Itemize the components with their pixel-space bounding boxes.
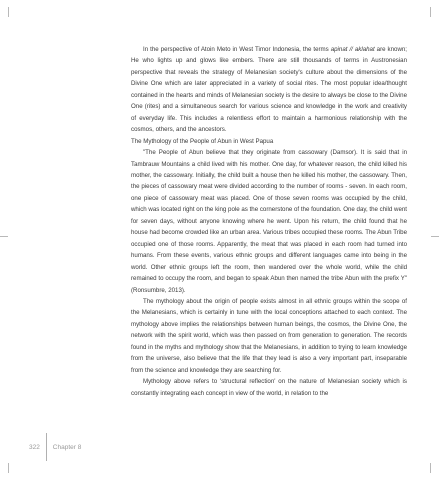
section-heading: The Mythology of the People of Abun in West Papua	[131, 137, 274, 145]
crop-mark-top-left	[8, 7, 9, 17]
footer-divider	[46, 433, 47, 461]
paragraph-structural-reflection: Mythology above refers to 'structural reflection' on the nature of Melanesian society which is constantly integrating each concept in view of the world, in relation to the	[131, 378, 407, 397]
crop-mark-bottom-right	[430, 463, 431, 473]
crop-mark-left-middle	[0, 236, 8, 237]
page-footer	[29, 433, 81, 461]
paragraph-mythology-origin: The mythology about the origin of people exists almost in all ethnic groups within the scope of the Melanesians, which is certainly in tune with the local conceptions attached to each context. The mythology above implies the relationships between human beings, the cosmos, the Divine One, the network with the spirit world, which was then passed on from generation to generation. The records found in the myths and mythology show that the Melanesians, in addition to trying to learn knowledge from the universe, also believe that the life that they lead is also a very important part, inseparable from the science and knowledge they are searching for.	[131, 297, 407, 374]
paragraph-text: are known; He who lights up and glows like embers. There are still thousands of terms in Austronesian perspective that reveals the strategy of Melanesian society's culture about the dimensions of the Divine One which are later appreciated in a variety of social rites. The most popular idea/thought contained in the hearts and minds of Melanesian society is the desire to always be close to the Divine One (rites) and a simultaneous search for various science and knowledge in the work and creativity of everyday life. This includes a relentless effort to maintain a harmonious relationship with the cosmos, others, and the ancestors.	[131, 46, 408, 134]
paragraph-atoin-meto	[131, 44, 407, 136]
crop-mark-bottom-left	[8, 463, 9, 473]
paragraph-abun-myth: "The People of Abun believe that they originate from cassowary (Damsor). It is said that in Tambrauw Mountains a child lived with his mother. One day, for whatever reason, the child killed his mother, the cassowary. Initially, the child built a house then he killed his mother, the cassowary. Then, the pieces of cassowary meat were divided according to the number of rooms - seven. In each room, one piece of cassowary meat was placed. One of those seven rooms was occupied by the child, which was located right on the king pole as the cornerstone of the foundation. One day, the child went for seven days, without anyone knowing where he went. Upon his return, the child found that he house had become crowded like an urban area. Various tribes occupied these rooms. The Abun Tribe occupied one of those rooms. Apparently, the meat that was placed in each room had turned into humans. From these events, various ethnic groups and different languages came into being in the world. Other ethnic groups left the room, then wandered over the whole world, while the child remained to occupy the room, and began to speak Abun then named the tribe Abun with the prefix Y" (Ronsumbre, 2013).	[131, 149, 407, 294]
crop-mark-top-right	[430, 7, 431, 17]
paragraph-text: In the perspective of Atoin Meto in West Timor Indonesia, the terms	[143, 46, 331, 53]
body-text	[131, 44, 407, 399]
page-number: 322	[29, 443, 40, 451]
italic-term: apinat // aklahat	[330, 46, 375, 53]
crop-mark-right-middle	[431, 236, 439, 237]
chapter-label: Chapter 8	[52, 443, 82, 451]
